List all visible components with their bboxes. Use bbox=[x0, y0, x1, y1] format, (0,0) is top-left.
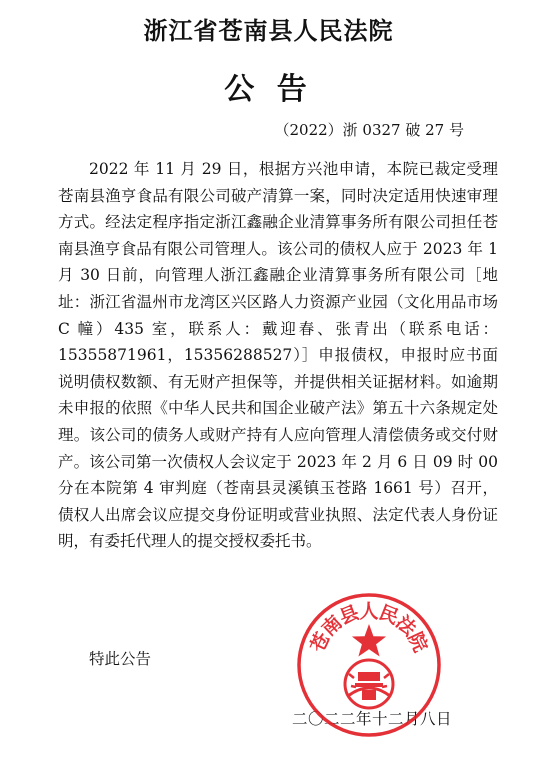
court-name: 浙江省苍南县人民法院 bbox=[143, 16, 394, 45]
seal-star bbox=[352, 624, 386, 657]
announcement-title: 公 告 bbox=[224, 72, 313, 107]
seal-char: 院 bbox=[403, 629, 432, 656]
seal-char: 苍 bbox=[306, 629, 335, 656]
seal-char: 人 bbox=[359, 600, 379, 623]
seal-char: 县 bbox=[336, 601, 363, 629]
seal-char: 法 bbox=[391, 611, 421, 641]
announcement-body: 2022 年 11 月 29 日，根据方兴池申请，本院已裁定受理苍南县渔亨食品有限公司破产清算一案，同时决定适用快速审理方式。经法定程序指定浙江鑫融企业清算事务所有限公司担任苍南县渔亨食品有限公司管理人。该公司的债权人应于 2023 年 1 月 30 日前，向管理人浙江鑫融企业清算事务所有限公司［地址：浙江省温州市龙湾区兴区路人力资源产业园（文化用品市场 C 幢）435 室，联系人：戴迎春、张青出（联系电话：15355871961，15356288527）］申报债权，申报时应书面说明债权数额、有无财产担保等，并提供相关证据材料。如逾期未申报的依照《中华人民共和国企业破产法》第五十六条规定处理。该公司的债务人或财产持有人应向管理人清偿债务或交付财产。该公司第一次债权人会议定于 2023 年 2 月 6 日 09 时 00 分在本院第 4 审判庭（苍南县灵溪镇玉苍路 1661 号）召开，债权人出席会议应提交身份证明或营业执照、法定代表人身份证明，有委托代理人的提交授权委托书。 bbox=[58, 160, 498, 551]
seal-char: 南 bbox=[317, 611, 347, 641]
document-number: （2022）浙 0327 破 27 号 bbox=[274, 121, 464, 139]
issue-date: 二〇二二年十二月八日 bbox=[291, 710, 452, 728]
seal-char: 民 bbox=[375, 601, 402, 629]
seal-emblem-icon bbox=[345, 660, 393, 708]
closing-phrase: 特此公告 bbox=[89, 650, 152, 668]
court-seal-icon bbox=[296, 592, 442, 738]
